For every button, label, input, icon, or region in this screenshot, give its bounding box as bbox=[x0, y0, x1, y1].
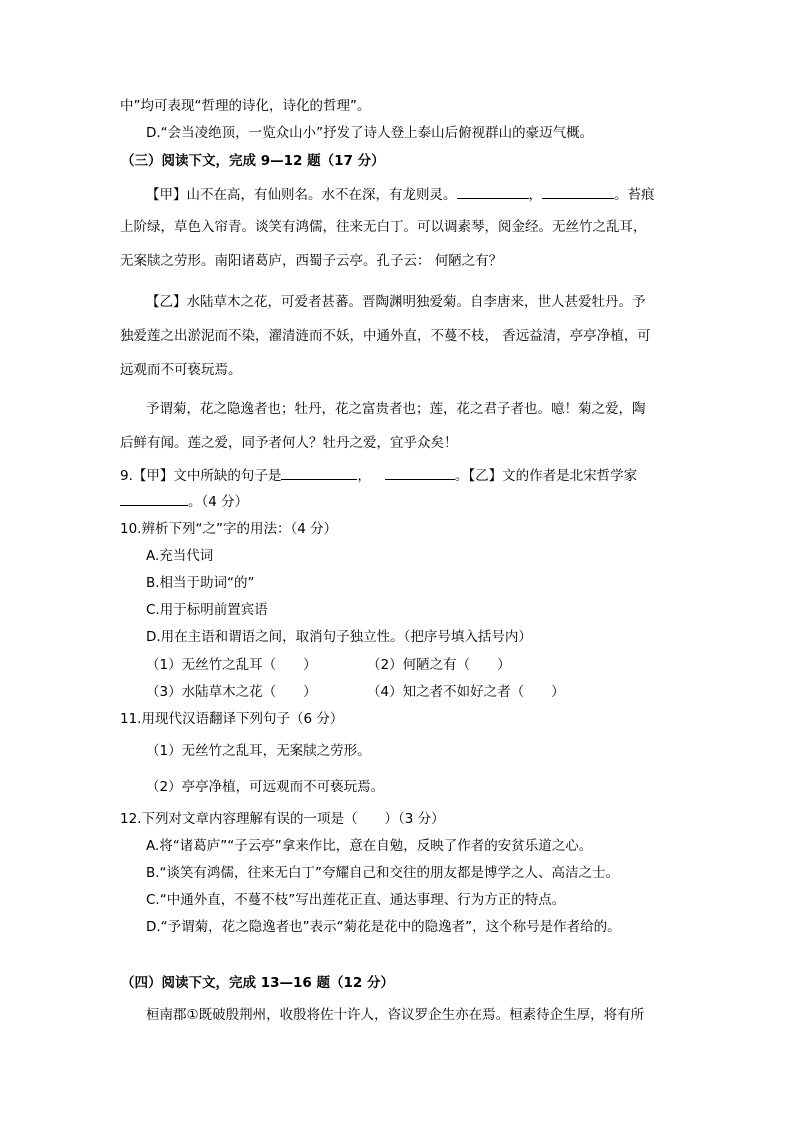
jia-line-3: 无案牍之劳形。南阳诸葛庐，西蜀子云亭。孔子云： 何陋之有？ bbox=[120, 253, 503, 269]
question-9 bbox=[120, 465, 637, 486]
jia-line-1 bbox=[146, 184, 655, 205]
jia-text-a: 【甲】山不在高，有仙则名。水不在深，有龙则灵。 bbox=[146, 187, 457, 203]
blank-1 bbox=[457, 184, 529, 199]
blank-2 bbox=[542, 184, 614, 199]
q9-text-a: 9.【甲】文中所缺的句子是 bbox=[120, 468, 282, 484]
question-12: 12.下列对文章内容理解有误的一项是（ ）（3 分） bbox=[120, 811, 445, 827]
q9-text-c: 。【乙】文的作者是北宋哲学家 bbox=[454, 468, 638, 484]
q9-blank-3 bbox=[120, 491, 188, 506]
q10-item-4: （4）知之者不如好之者（ ） bbox=[367, 684, 565, 700]
q9-comma: ， bbox=[357, 468, 371, 484]
q11-item-1: （1）无丝竹之乱耳，无案牍之劳形。 bbox=[146, 743, 371, 759]
q12-option-c: C.“中通外直，不蔓不枝”写出莲花正直、通达事理、行为方正的特点。 bbox=[146, 892, 566, 908]
q9-blank-1 bbox=[281, 465, 357, 480]
q9-blank-2 bbox=[385, 465, 455, 480]
q11-item-2: （2）亭亭净植，可远观而不可亵玩焉。 bbox=[146, 779, 385, 795]
q10-option-c: C.用于标明前置宾语 bbox=[146, 602, 268, 618]
jia-text-b: 。苔痕 bbox=[614, 187, 655, 203]
question-10: 10.辨析下列“之”字的用法：（4 分） bbox=[120, 521, 338, 537]
jia-line-2: 上阶绿，草色入帘青。谈笑有鸿儒，往来无白丁。可以调素琴，阅金经。无丝竹之乱耳， bbox=[120, 219, 647, 235]
yi-line-5: 后鲜有闻。莲之爱，同予者何人？牡丹之爱，宜乎众矣！ bbox=[120, 435, 458, 451]
q10-option-a: A.充当代词 bbox=[146, 548, 214, 564]
q10-item-3: （3）水陆草木之花（ ） bbox=[146, 684, 317, 700]
section-4-title: （四）阅读下文，完成 13—16 题（12 分） bbox=[121, 975, 394, 991]
q12-option-d: D.“予谓菊，花之隐逸者也”表示“菊花是花中的隐逸者”，这个称号是作者给的。 bbox=[146, 919, 621, 935]
question-11: 11.用现代汉语翻译下列句子（6 分） bbox=[120, 711, 344, 727]
option-d: D.“会当凌绝顶，一览众山小”抒发了诗人登上泰山后俯视群山的豪迈气概。 bbox=[146, 125, 594, 141]
yi-line-1: 【乙】水陆草木之花，可爱者甚蕃。晋陶渊明独爱菊。自李唐来，世人甚爱牡丹。予 bbox=[146, 294, 646, 310]
q10-item-2: （2）何陋之有（ ） bbox=[367, 657, 511, 673]
text-line: 中”均可表现“哲理的诗化，诗化的哲理”。 bbox=[120, 98, 371, 114]
q9-text-d: 。（4 分） bbox=[188, 494, 249, 510]
question-9-cont bbox=[120, 491, 248, 512]
q10-item-1: （1）无丝竹之乱耳（ ） bbox=[146, 657, 317, 673]
jia-comma: ， bbox=[528, 187, 542, 203]
yi-line-3: 远观而不可亵玩焉。 bbox=[120, 362, 242, 378]
yi-line-2: 独爱莲之出淤泥而不染，濯清涟而不妖，中通外直，不蔓不枝， 香远益清，亭亭净植，可 bbox=[120, 328, 651, 344]
q12-option-b: B.“谈笑有鸿儒，往来无白丁”夸耀自己和交往的朋友都是博学之人、高洁之士。 bbox=[146, 865, 620, 881]
passage-4-line-1: 桓南郡①既破殷荆州，收殷将佐十许人，咨议罗企生亦在焉。桓素待企生厚，将有所 bbox=[146, 1007, 645, 1023]
q10-option-b: B.相当于助词“的” bbox=[146, 575, 255, 591]
q12-option-a: A.将“诸葛庐”“子云亭”拿来作比，意在自勉，反映了作者的安贫乐道之心。 bbox=[146, 838, 593, 854]
section-3-title: （三）阅读下文，完成 9—12 题（17 分） bbox=[121, 153, 385, 169]
q10-option-d: D.用在主语和谓语之间，取消句子独立性。（把序号填入括号内） bbox=[146, 629, 532, 645]
yi-line-4: 予谓菊，花之隐逸者也；牡丹，花之富贵者也；莲，花之君子者也。噫！菊之爱，陶 bbox=[146, 401, 646, 417]
